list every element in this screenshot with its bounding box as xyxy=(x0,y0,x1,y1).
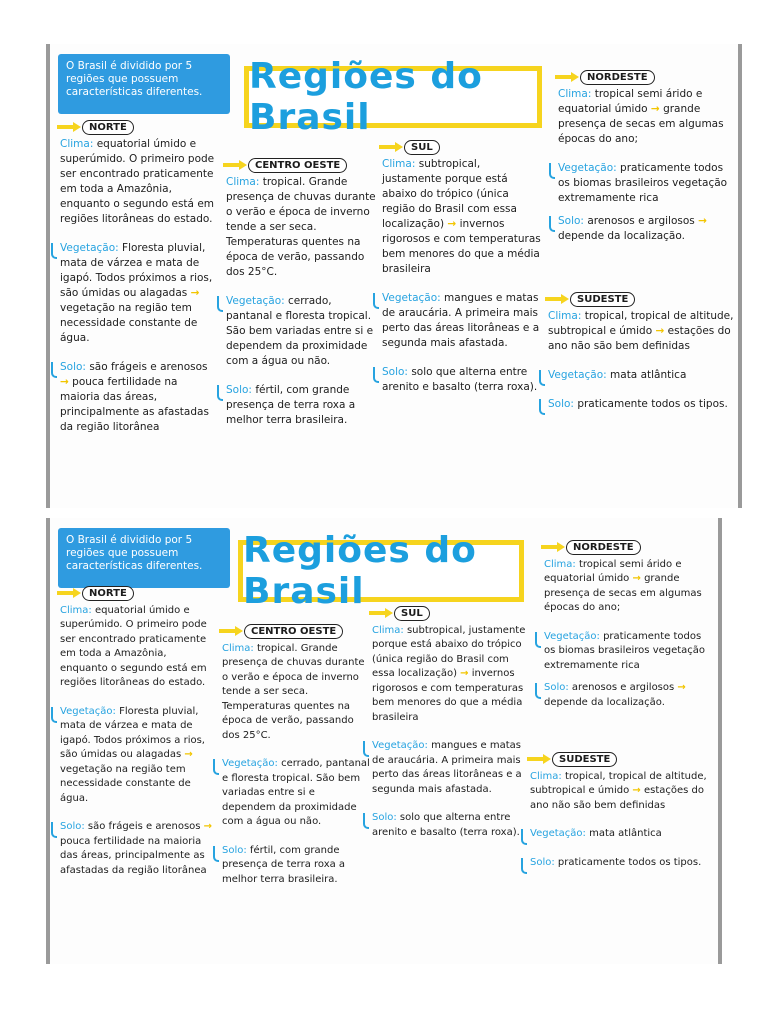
vegetacao-block xyxy=(222,757,370,830)
arrow-icon xyxy=(527,754,553,764)
arrow-icon: → xyxy=(677,682,686,693)
sheet-left-edge xyxy=(46,518,50,964)
vegetacao-block xyxy=(544,630,714,674)
solo-label: Solo: xyxy=(60,821,85,832)
solo-text: praticamente todos os tipos. xyxy=(577,398,728,410)
solo-text: fértil, com grande presença de terra roxa a melhor terra brasileira. xyxy=(226,384,356,426)
bracket-icon xyxy=(549,163,555,179)
bracket-icon xyxy=(373,293,379,309)
region-tag-sudeste xyxy=(552,752,617,767)
clima-text: tropical, tropical de altitude, subtropical e úmido xyxy=(548,310,734,337)
vegetacao-text: Floresta pluvial, mata de várzea e mata de igapó. Todos próximos a rios, são úmidas ou alagadas xyxy=(60,242,213,299)
region-tag-norte xyxy=(82,120,134,135)
bracket-icon xyxy=(217,296,223,312)
sheet-left-edge xyxy=(46,44,50,508)
vegetacao-block xyxy=(558,161,734,206)
region-norte xyxy=(60,120,218,435)
vegetacao-text: praticamente todos os biomas brasileiros vegetação extremamente rica xyxy=(544,630,706,671)
region-centro-oeste xyxy=(226,158,376,428)
solo-text: são frágeis e arenosos xyxy=(89,361,208,373)
vegetacao-label: Vegetação: xyxy=(226,295,285,307)
vegetacao-text: praticamente todos os biomas brasileiros vegetação extremamente rica xyxy=(558,162,728,204)
clima-text-2: invernos rigorosos e com temperaturas bem menores do que a média brasileira xyxy=(382,218,541,275)
region-name: NORDESTE xyxy=(587,72,648,83)
solo-text: solo que alterna entre arenito e basalto (terra roxa). xyxy=(372,812,520,838)
clima-block xyxy=(372,624,528,726)
vegetacao-label: Vegetação: xyxy=(60,705,116,717)
solo-text: fértil, com grande presença de terra roxa a melhor terra brasileira. xyxy=(222,844,346,885)
arrow-icon: → xyxy=(460,668,469,679)
clima-text: tropical. Grande presença de chuvas durante o verão e época de inverno tende a ser seca. Temperaturas quentes na época de verão, passando dos 25°C. xyxy=(222,642,365,741)
clima-block xyxy=(382,157,542,277)
arrow-icon xyxy=(369,608,395,618)
arrow-icon xyxy=(57,122,83,132)
clima-block xyxy=(60,137,218,227)
arrow-icon: → xyxy=(650,103,660,115)
clima-label: Clima: xyxy=(382,158,416,170)
clima-block xyxy=(548,309,734,354)
arrow-icon xyxy=(379,142,405,152)
page-title: Regiões do Brasil xyxy=(244,66,542,128)
solo-label: Solo: xyxy=(222,844,247,856)
bracket-icon xyxy=(373,367,379,383)
region-nordeste xyxy=(544,540,714,710)
sheet-right-edge xyxy=(718,518,722,964)
clima-label: Clima: xyxy=(60,604,92,616)
region-name: NORDESTE xyxy=(573,542,634,553)
region-tag-sul xyxy=(394,606,430,621)
vegetacao-label: Vegetação: xyxy=(222,758,278,769)
region-tag-centro-oeste xyxy=(244,624,343,639)
bracket-icon xyxy=(535,683,541,699)
clima-text: equatorial úmido e superúmido. O primeiro pode ser encontrado praticamente em toda a Amazônia, enquanto o segundo está em regiões litorâneas do estado. xyxy=(60,138,215,225)
vegetacao-block xyxy=(382,291,542,351)
region-nordeste xyxy=(558,70,734,244)
page-title: Regiões do Brasil xyxy=(238,540,524,602)
region-centro-oeste xyxy=(222,624,370,887)
solo-block xyxy=(548,397,734,412)
vegetacao-block xyxy=(372,739,528,797)
clima-label: Clima: xyxy=(372,624,404,636)
region-name: SUDESTE xyxy=(577,294,629,305)
vegetacao-label: Vegetação: xyxy=(544,630,600,642)
vegetacao-label: Vegetação: xyxy=(530,828,586,839)
bracket-icon xyxy=(213,759,219,775)
clima-text-2: invernos rigorosos e com temperaturas bem menores do que a média brasileira xyxy=(372,668,524,723)
clima-text-2: estações do ano não são bem definidas xyxy=(548,325,731,352)
vegetacao-text: mata atlântica xyxy=(589,828,662,839)
solo-text: arenosos e argilosos xyxy=(587,215,695,227)
solo-block xyxy=(530,856,714,871)
bracket-icon xyxy=(217,385,223,401)
clima-text: equatorial úmido e superúmido. O primeiro pode ser encontrado praticamente em toda a Amazônia, enquanto o segundo está em regiões litorâneas do estado. xyxy=(60,604,207,688)
solo-block xyxy=(372,811,528,840)
clima-text-2: estações do ano não são bem definidas xyxy=(530,785,705,811)
bracket-icon xyxy=(539,399,545,415)
arrow-icon: → xyxy=(655,325,665,337)
clima-label: Clima: xyxy=(530,770,562,782)
bracket-icon xyxy=(521,858,527,874)
solo-block xyxy=(382,365,542,395)
arrow-icon xyxy=(555,72,581,82)
solo-label: Solo: xyxy=(548,398,574,410)
sheet-right-edge xyxy=(738,44,742,508)
region-name: SUL xyxy=(411,142,433,153)
arrow-icon: → xyxy=(632,785,641,796)
solo-label: Solo: xyxy=(60,361,86,373)
vegetacao-block xyxy=(530,827,714,842)
solo-block xyxy=(544,681,714,710)
region-name: SUL xyxy=(401,608,423,619)
clima-text: tropical, tropical de altitude, subtropical e úmido xyxy=(530,770,707,796)
region-sul xyxy=(382,140,542,395)
vegetacao-text: cerrado, pantanal e floresta tropical. São bem variadas entre si e dependem da proximidade com a água ou não. xyxy=(222,758,370,827)
solo-text-2: depende da localização. xyxy=(544,696,665,708)
solo-label: Solo: xyxy=(372,812,397,823)
bracket-icon xyxy=(539,370,545,386)
bracket-icon xyxy=(51,362,57,378)
arrow-icon: → xyxy=(190,287,200,299)
bracket-icon xyxy=(51,822,57,838)
solo-text: são frágeis e arenosos xyxy=(87,821,201,832)
solo-text-2: pouca fertilidade na maioria das áreas, principalmente as afastadas da região litorânea xyxy=(60,835,207,876)
clima-block xyxy=(226,175,376,280)
region-tag-sudeste xyxy=(570,292,635,307)
region-tag-norte xyxy=(82,586,134,601)
vegetacao-text: mangues e matas de araucária. A primeira mais perto das áreas litorâneas e a segunda mais afastada. xyxy=(372,740,522,795)
solo-text: solo que alterna entre arenito e basalto (terra roxa). xyxy=(382,366,538,393)
clima-text: tropical semi árido e equatorial úmido xyxy=(544,558,682,584)
arrow-icon: → xyxy=(447,218,457,230)
clima-block xyxy=(60,604,216,691)
clima-label: Clima: xyxy=(544,558,576,570)
region-tag-centro-oeste xyxy=(248,158,347,173)
arrow-icon: → xyxy=(203,821,213,832)
vegetacao-label: Vegetação: xyxy=(558,162,617,174)
vegetacao-text: mata atlântica xyxy=(610,369,687,381)
solo-label: Solo: xyxy=(544,682,569,693)
solo-text-2: depende da localização. xyxy=(558,230,685,242)
solo-block xyxy=(222,844,370,888)
solo-block xyxy=(60,820,216,878)
clima-label: Clima: xyxy=(226,176,260,188)
vegetacao-label: Vegetação: xyxy=(60,242,119,254)
clima-label: Clima: xyxy=(222,642,254,654)
region-name: NORTE xyxy=(89,122,127,133)
vegetacao-block xyxy=(60,705,216,807)
intro-box: O Brasil é dividido por 5 regiões que possuem características diferentes. xyxy=(58,528,230,588)
clima-text: tropical semi árido e equatorial úmido xyxy=(558,88,703,115)
arrow-icon: → xyxy=(698,215,707,227)
vegetacao-text: mangues e matas de araucária. A primeira mais perto das áreas litorâneas e a segunda mais afastada. xyxy=(382,292,540,349)
solo-block xyxy=(60,360,218,435)
arrow-icon: → xyxy=(632,573,641,584)
vegetacao-label: Vegetação: xyxy=(372,740,428,751)
region-tag-nordeste xyxy=(580,70,655,85)
clima-text-2: grande presença de secas em algumas épocas do ano; xyxy=(558,103,724,145)
vegetacao-block xyxy=(60,241,218,346)
intro-box: O Brasil é dividido por 5 regiões que possuem características diferentes. xyxy=(58,54,230,114)
arrow-icon: → xyxy=(184,749,193,760)
region-norte xyxy=(60,586,216,878)
bracket-icon xyxy=(521,829,527,845)
clima-block xyxy=(530,770,714,814)
region-tag-sul xyxy=(404,140,440,155)
solo-label: Solo: xyxy=(382,366,408,378)
bracket-icon xyxy=(535,632,541,648)
vegetacao-text-2: vegetação na região tem necessidade constante de água. xyxy=(60,763,191,804)
bracket-icon xyxy=(549,216,555,232)
vegetacao-text: cerrado, pantanal e floresta tropical. São bem variadas entre si e dependem da proximidade com a água ou não. xyxy=(226,295,374,367)
vegetacao-text: Floresta pluvial, mata de várzea e mata de igapó. Todos próximos a rios, são úmidas ou alagadas xyxy=(60,705,205,760)
bracket-icon xyxy=(51,707,57,723)
infographic-sheet-bottom xyxy=(46,518,722,964)
clima-text: tropical. Grande presença de chuvas durante o verão e época de inverno tende a ser seca. Temperaturas quentes na época de verão, passando dos 25°C. xyxy=(226,176,376,278)
bracket-icon xyxy=(51,243,57,259)
infographic-sheet-top xyxy=(46,44,742,508)
arrow-icon: → xyxy=(60,376,69,388)
arrow-icon xyxy=(545,294,571,304)
region-sudeste xyxy=(548,292,734,412)
vegetacao-block xyxy=(226,294,376,369)
solo-label: Solo: xyxy=(226,384,252,396)
clima-text-2: grande presença de secas em algumas épocas do ano; xyxy=(544,573,702,613)
bracket-icon xyxy=(363,813,369,829)
solo-block xyxy=(558,214,734,244)
solo-text-2: pouca fertilidade na maioria das áreas, principalmente as afastadas da região litorânea xyxy=(60,376,209,433)
bracket-icon xyxy=(213,846,219,862)
clima-block xyxy=(222,642,370,744)
clima-label: Clima: xyxy=(558,88,592,100)
arrow-icon xyxy=(57,588,83,598)
vegetacao-label: Vegetação: xyxy=(382,292,441,304)
region-name: CENTRO OESTE xyxy=(255,160,341,171)
vegetacao-text-2: vegetação na região tem necessidade constante de água. xyxy=(60,302,198,344)
solo-text: praticamente todos os tipos. xyxy=(557,856,702,868)
solo-label: Solo: xyxy=(558,215,584,227)
solo-text: arenosos e argilosos xyxy=(571,682,675,693)
clima-label: Clima: xyxy=(60,138,94,150)
clima-block xyxy=(558,87,734,147)
vegetacao-block xyxy=(548,368,734,383)
region-name: SUDESTE xyxy=(559,754,611,765)
arrow-icon xyxy=(223,160,249,170)
arrow-icon xyxy=(219,626,245,636)
clima-label: Clima: xyxy=(548,310,582,322)
clima-block xyxy=(544,558,714,616)
bracket-icon xyxy=(363,741,369,757)
solo-block xyxy=(226,383,376,428)
region-name: NORTE xyxy=(89,588,127,599)
solo-label: Solo: xyxy=(530,856,555,868)
region-name: CENTRO OESTE xyxy=(251,626,337,637)
region-sul xyxy=(372,606,528,840)
region-tag-nordeste xyxy=(566,540,641,555)
arrow-icon xyxy=(541,542,567,552)
clima-text: subtropical, justamente porque está abaixo do trópico (única região do Brasil com essa localização) xyxy=(382,158,517,230)
region-sudeste xyxy=(530,752,714,870)
vegetacao-label: Vegetação: xyxy=(548,369,607,381)
clima-text: subtropical, justamente porque está abaixo do trópico (única região do Brasil com essa localização) xyxy=(372,624,526,679)
